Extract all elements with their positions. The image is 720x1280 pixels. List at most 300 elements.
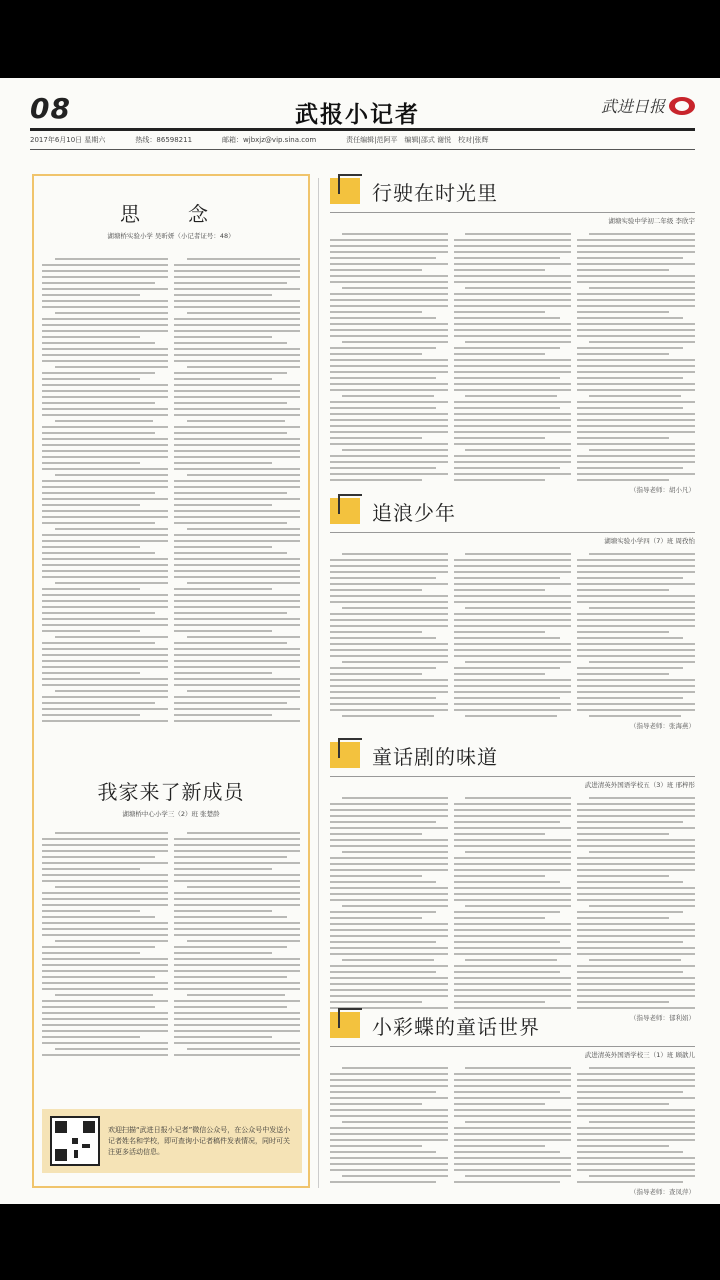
- text-line: [577, 875, 669, 877]
- text-line: [577, 245, 695, 247]
- text-line: [187, 832, 300, 834]
- text-line: [174, 588, 272, 590]
- text-line: [174, 294, 272, 296]
- text-line: [42, 390, 168, 392]
- text-line: [330, 947, 448, 949]
- text-line: [342, 287, 448, 289]
- text-line: [174, 510, 300, 512]
- text-line: [454, 577, 560, 579]
- text-line: [330, 467, 436, 469]
- text-line: [42, 486, 168, 488]
- text-line: [55, 258, 168, 260]
- article-title: 思 念: [120, 202, 222, 226]
- text-line: [42, 904, 168, 906]
- text-line: [330, 437, 422, 439]
- text-line: [454, 893, 572, 895]
- text-line: [454, 461, 572, 463]
- text-line: [577, 473, 695, 475]
- text-line: [174, 708, 300, 710]
- article: [330, 178, 695, 494]
- issue-date: 2017年6月10日 星期六: [30, 136, 106, 144]
- text-line: [330, 833, 422, 835]
- text-line: [174, 282, 287, 284]
- text-line: [330, 977, 448, 979]
- text-line: [174, 1012, 300, 1014]
- article-signoff: （指导老师：张海燕）: [630, 722, 696, 730]
- text-line: [577, 293, 695, 295]
- text-line: [330, 389, 448, 391]
- text-line: [454, 875, 546, 877]
- text-line: [42, 306, 168, 308]
- text-line: [577, 613, 695, 615]
- text-line: [465, 395, 557, 397]
- headline-accent: [330, 498, 360, 524]
- text-line: [589, 1175, 695, 1177]
- text-line: [454, 275, 572, 277]
- text-column: [454, 797, 572, 1022]
- text-column: [454, 553, 572, 730]
- text-line: [42, 456, 168, 458]
- text-line: [577, 857, 695, 859]
- text-line: [330, 245, 448, 247]
- text-line: [330, 887, 448, 889]
- article-byline: 武进清英外国语学校三（1）班 顾歆儿: [330, 1046, 695, 1059]
- text-line: [589, 1067, 695, 1069]
- text-line: [454, 281, 572, 283]
- text-line: [454, 377, 560, 379]
- text-line: [42, 982, 168, 984]
- text-line: [174, 522, 287, 524]
- text-line: [330, 1085, 448, 1087]
- text-line: [42, 648, 168, 650]
- text-line: [454, 1163, 572, 1165]
- text-line: [42, 516, 168, 518]
- text-line: [330, 239, 448, 241]
- text-line: [174, 372, 287, 374]
- text-line: [174, 480, 300, 482]
- text-line: [42, 324, 168, 326]
- text-line: [42, 880, 168, 882]
- text-line: [454, 589, 546, 591]
- text-line: [42, 988, 168, 990]
- text-line: [174, 450, 300, 452]
- text-line: [330, 839, 448, 841]
- text-line: [454, 815, 572, 817]
- text-line: [174, 570, 300, 572]
- text-line: [454, 239, 572, 241]
- text-line: [330, 667, 436, 669]
- text-line: [55, 994, 153, 996]
- text-line: [187, 582, 300, 584]
- text-line: [454, 329, 572, 331]
- text-line: [174, 720, 300, 722]
- text-line: [174, 270, 300, 272]
- text-line: [42, 396, 168, 398]
- text-line: [577, 305, 695, 307]
- text-line: [174, 868, 272, 870]
- text-line: [454, 455, 572, 457]
- text-line: [42, 558, 168, 560]
- text-line: [42, 522, 155, 524]
- text-line: [577, 377, 683, 379]
- text-line: [42, 910, 140, 912]
- text-line: [577, 881, 683, 883]
- text-line: [342, 233, 448, 235]
- text-line: [577, 965, 695, 967]
- text-line: [454, 673, 546, 675]
- text-line: [330, 1133, 448, 1135]
- text-line: [454, 857, 572, 859]
- text-line: [174, 976, 287, 978]
- hotline: 热线：86598211: [135, 136, 193, 144]
- text-line: [330, 815, 448, 817]
- text-line: [577, 407, 683, 409]
- text-line: [330, 251, 448, 253]
- text-line: [330, 571, 448, 573]
- text-line: [55, 940, 168, 942]
- text-line: [454, 685, 572, 687]
- text-line: [577, 989, 695, 991]
- text-line: [577, 389, 695, 391]
- text-line: [577, 269, 669, 271]
- text-line: [174, 934, 300, 936]
- text-line: [174, 408, 300, 410]
- text-line: [454, 691, 572, 693]
- text-line: [577, 401, 695, 403]
- text-line: [174, 378, 272, 380]
- article-headline: 行驶在时光里: [372, 180, 498, 205]
- text-line: [174, 1006, 287, 1008]
- text-line: [577, 1139, 695, 1141]
- text-line: [174, 516, 300, 518]
- text-line: [577, 995, 695, 997]
- text-line: [330, 583, 448, 585]
- text-line: [454, 619, 572, 621]
- text-line: [454, 1115, 572, 1117]
- text-line: [454, 425, 572, 427]
- text-line: [454, 709, 572, 711]
- text-line: [330, 317, 436, 319]
- text-line: [454, 953, 572, 955]
- text-line: [342, 1175, 448, 1177]
- text-line: [577, 251, 695, 253]
- text-line: [577, 899, 695, 901]
- text-line: [174, 564, 300, 566]
- text-line: [187, 258, 300, 260]
- text-line: [42, 414, 168, 416]
- article-body: [34, 832, 308, 1060]
- text-line: [342, 851, 448, 853]
- text-line: [577, 1127, 695, 1129]
- text-line: [330, 685, 448, 687]
- text-line: [42, 654, 168, 656]
- text-line: [342, 607, 448, 609]
- text-line: [465, 797, 571, 799]
- text-line: [454, 311, 546, 313]
- text-line: [577, 413, 695, 415]
- text-line: [577, 941, 683, 943]
- text-line: [454, 473, 572, 475]
- text-line: [454, 1151, 560, 1153]
- text-line: [42, 666, 168, 668]
- info-rule: [30, 149, 695, 150]
- text-line: [174, 648, 300, 650]
- text-line: [174, 982, 300, 984]
- article-headline: 追浪少年: [372, 500, 456, 525]
- text-line: [174, 660, 300, 662]
- text-line: [42, 444, 168, 446]
- text-line: [42, 678, 168, 680]
- text-line: [577, 1181, 683, 1183]
- text-line: [330, 401, 448, 403]
- text-column: [330, 233, 448, 494]
- text-line: [454, 371, 572, 373]
- text-line: [174, 702, 287, 704]
- text-line: [577, 263, 695, 265]
- text-line: [174, 672, 272, 674]
- text-line: [454, 821, 560, 823]
- text-line: [454, 299, 572, 301]
- text-line: [330, 809, 448, 811]
- text-line: [342, 395, 434, 397]
- text-line: [42, 360, 168, 362]
- text-line: [465, 905, 571, 907]
- text-line: [330, 1115, 448, 1117]
- text-line: [174, 492, 287, 494]
- text-line: [187, 420, 285, 422]
- text-line: [577, 347, 683, 349]
- article: [330, 498, 695, 730]
- text-line: [174, 504, 272, 506]
- text-line: [330, 473, 448, 475]
- text-line: [454, 269, 546, 271]
- text-line: [454, 809, 572, 811]
- text-line: [330, 899, 448, 901]
- text-line: [187, 474, 300, 476]
- editors: 责任编辑|范阿平 编辑|邵式 谢悦 校对|张辉: [346, 136, 489, 144]
- text-line: [577, 845, 695, 847]
- text-line: [577, 583, 695, 585]
- text-line: [330, 425, 448, 427]
- text-line: [330, 1163, 448, 1165]
- text-line: [42, 964, 168, 966]
- text-line: [42, 618, 168, 620]
- text-line: [342, 905, 448, 907]
- text-line: [330, 419, 448, 421]
- article-signoff: （指导老师：查凤萍）: [630, 1188, 696, 1196]
- text-line: [454, 887, 572, 889]
- text-line: [42, 480, 168, 482]
- text-line: [42, 1006, 155, 1008]
- text-line: [454, 703, 572, 705]
- text-line: [42, 588, 140, 590]
- text-line: [454, 467, 560, 469]
- text-line: [577, 917, 669, 919]
- text-line: [577, 335, 695, 337]
- text-line: [465, 661, 571, 663]
- text-line: [42, 462, 140, 464]
- text-line: [42, 492, 155, 494]
- text-line: [174, 624, 300, 626]
- text-line: [454, 559, 572, 561]
- text-line: [454, 965, 572, 967]
- text-line: [330, 953, 448, 955]
- article-byline: 武进清英外国语学校五（3）班 邢梓彤: [330, 776, 695, 789]
- text-line: [577, 625, 695, 627]
- text-line: [465, 607, 571, 609]
- text-line: [42, 570, 168, 572]
- text-line: [454, 479, 546, 481]
- text-line: [174, 396, 300, 398]
- text-line: [454, 827, 572, 829]
- text-line: [577, 317, 683, 319]
- text-line: [454, 389, 572, 391]
- text-line: [330, 413, 448, 415]
- text-line: [55, 582, 168, 584]
- text-line: [577, 1079, 695, 1081]
- text-line: [174, 910, 272, 912]
- text-line: [42, 946, 155, 948]
- text-line: [577, 631, 669, 633]
- text-line: [330, 347, 436, 349]
- text-line: [55, 420, 153, 422]
- text-line: [330, 589, 422, 591]
- text-line: [454, 869, 572, 871]
- text-line: [454, 407, 560, 409]
- text-line: [577, 809, 695, 811]
- text-line: [174, 678, 300, 680]
- text-line: [174, 630, 272, 632]
- text-line: [589, 851, 695, 853]
- text-line: [454, 1109, 572, 1111]
- text-line: [55, 474, 168, 476]
- text-line: [330, 869, 448, 871]
- text-line: [330, 709, 448, 711]
- text-line: [42, 318, 168, 320]
- text-line: [454, 347, 560, 349]
- text-line: [577, 679, 695, 681]
- text-line: [42, 540, 168, 542]
- text-line: [42, 696, 168, 698]
- text-line: [577, 1091, 683, 1093]
- text-line: [589, 233, 695, 235]
- text-line: [42, 330, 168, 332]
- text-line: [577, 685, 695, 687]
- text-line: [42, 1012, 168, 1014]
- text-line: [454, 257, 560, 259]
- text-line: [330, 281, 448, 283]
- newspaper-page: [0, 78, 720, 1204]
- text-line: [454, 971, 560, 973]
- text-line: [577, 1157, 695, 1159]
- text-line: [42, 510, 168, 512]
- text-line: [174, 342, 287, 344]
- text-line: [577, 311, 669, 313]
- text-line: [454, 323, 572, 325]
- text-line: [454, 899, 572, 901]
- promo-text: 欢迎扫描“武进日报小记者”微信公众号，在公众号中发送小记者姓名和学校，即可查询小记者稿件发表情况，同时可关注更多活动信息。: [108, 1125, 291, 1156]
- text-line: [577, 815, 695, 817]
- text-line: [577, 619, 695, 621]
- text-line: [454, 649, 572, 651]
- text-line: [174, 1000, 300, 1002]
- masthead: [30, 90, 695, 130]
- text-line: [577, 935, 695, 937]
- text-line: [174, 348, 300, 350]
- text-line: [577, 565, 695, 567]
- text-line: [330, 1151, 436, 1153]
- text-line: [454, 983, 572, 985]
- text-line: [589, 287, 695, 289]
- text-line: [454, 245, 572, 247]
- text-line: [42, 432, 155, 434]
- text-line: [577, 1001, 669, 1003]
- text-line: [577, 559, 695, 561]
- text-line: [42, 294, 140, 296]
- text-line: [174, 384, 300, 386]
- article: [330, 1012, 695, 1196]
- text-line: [174, 390, 300, 392]
- text-line: [577, 1169, 695, 1171]
- text-line: [174, 468, 300, 470]
- text-line: [42, 264, 168, 266]
- text-line: [42, 564, 168, 566]
- text-line: [42, 1054, 168, 1056]
- text-line: [454, 419, 572, 421]
- article-signoff: （指导老师：郁利娟）: [630, 1014, 696, 1022]
- text-line: [42, 714, 140, 716]
- text-line: [174, 360, 300, 362]
- text-column: [577, 1067, 695, 1196]
- text-line: [330, 269, 422, 271]
- text-line: [454, 571, 572, 573]
- text-line: [465, 553, 571, 555]
- text-line: [454, 881, 560, 883]
- text-line: [577, 1133, 695, 1135]
- text-line: [577, 479, 669, 481]
- masthead-rule: [30, 128, 695, 131]
- text-line: [454, 679, 572, 681]
- text-line: [330, 443, 448, 445]
- article-body: [34, 258, 308, 726]
- text-line: [330, 613, 448, 615]
- text-line: [330, 625, 448, 627]
- text-line: [454, 941, 560, 943]
- text-line: [577, 947, 695, 949]
- text-line: [577, 643, 695, 645]
- text-line: [465, 449, 571, 451]
- text-line: [42, 892, 168, 894]
- text-line: [330, 995, 448, 997]
- text-line: [174, 264, 300, 266]
- text-line: [174, 1024, 300, 1026]
- text-line: [330, 935, 448, 937]
- text-line: [577, 827, 695, 829]
- text-line: [55, 886, 168, 888]
- text-line: [454, 383, 572, 385]
- text-line: [42, 468, 168, 470]
- text-line: [42, 348, 168, 350]
- text-line: [330, 827, 448, 829]
- text-line: [577, 589, 669, 591]
- text-line: [174, 432, 287, 434]
- text-line: [330, 383, 448, 385]
- text-line: [174, 862, 300, 864]
- text-line: [330, 323, 448, 325]
- text-line: [454, 401, 572, 403]
- text-line: [577, 383, 695, 385]
- text-line: [174, 838, 300, 840]
